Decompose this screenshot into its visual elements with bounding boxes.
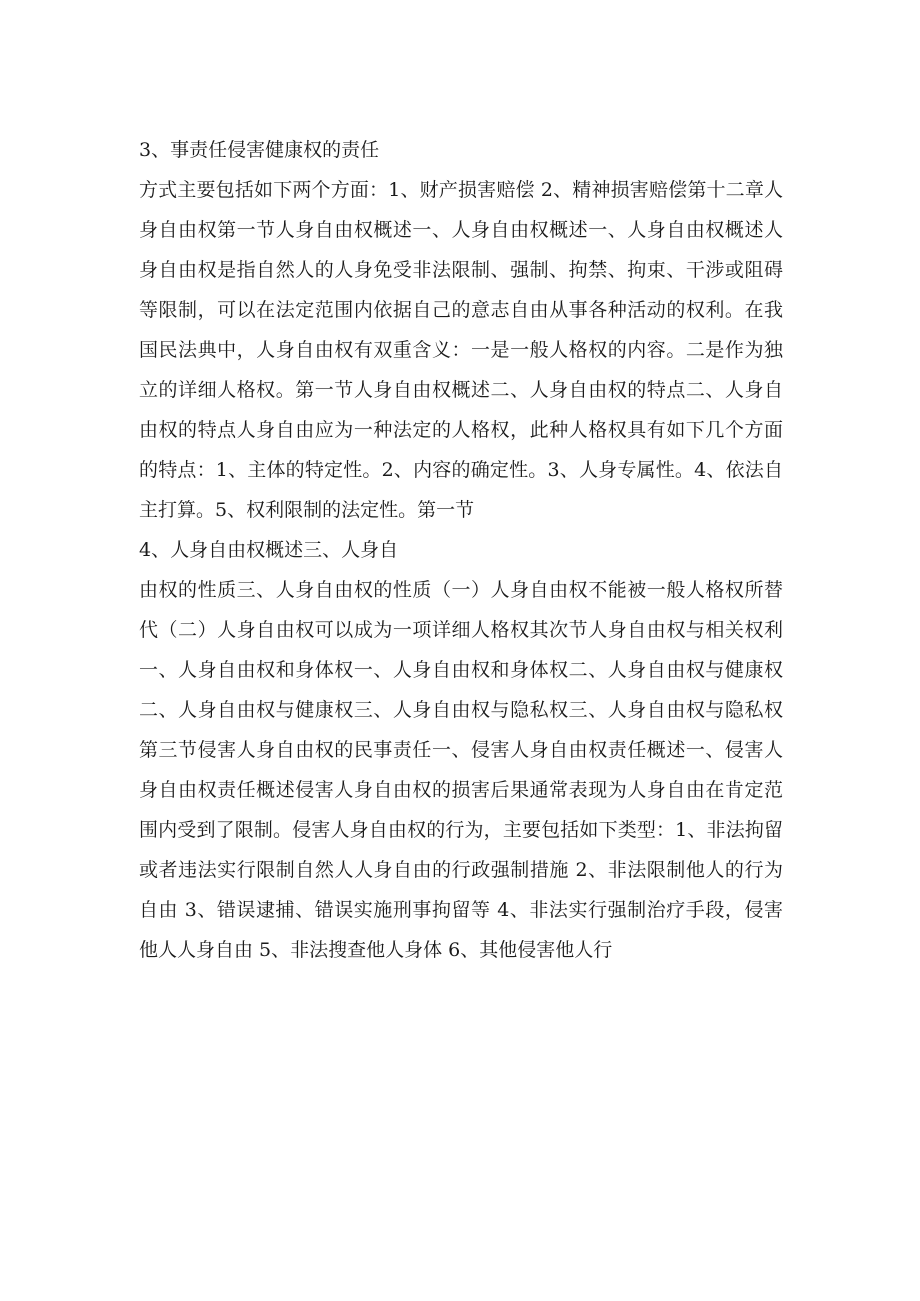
paragraph-1-lead: 3、事责任侵害健康权的责任 [139,139,380,161]
paragraph-2-lead: 4、人身自由权概述三、人身自 [139,539,399,561]
paragraph-1 [139,130,783,530]
document-page [139,130,783,970]
paragraph-2 [139,530,783,970]
paragraph-2-body: 由权的性质三、人身自由权的性质（一）人身自由权不能被一般人格权所替代（二）人身自由权可以成为一项详细人格权其次节人身自由权与相关权利一、人身自由权和身体权一、人身自由权和身体权二、人身自由权与健康权二、人身自由权与健康权三、人身自由权与隐私权三、人身自由权与隐私权第三节侵害人身自由权的民事责任一、侵害人身自由权责任概述一、侵害人身自由权责任概述侵害人身自由权的损害后果通常表现为人身自由在肯定范围内受到了限制。侵害人身自由权的行为，主要包括如下类型：1、非法拘留或者违法实行限制自然人人身自由的行政强制措施 2、非法限制他人的行为自由 3、错误逮捕、错误实施刑事拘留等 4、非法实行强制治疗手段，侵害他人人身自由 5、非法搜查他人身体 6、其他侵害他人行 [139,579,783,961]
paragraph-1-body: 方式主要包括如下两个方面：1、财产损害赔偿 2、精神损害赔偿第十二章人身自由权第一节人身自由权概述一、人身自由权概述一、人身自由权概述人身自由权是指自然人的人身免受非法限制、强制、拘禁、拘束、干涉或阻碍等限制，可以在法定范围内依据自己的意志自由从事各种活动的权利。在我国民法典中，人身自由权有双重含义：一是一般人格权的内容。二是作为独立的详细人格权。第一节人身自由权概述二、人身自由权的特点二、人身自由权的特点人身自由应为一种法定的人格权，此种人格权具有如下几个方面的特点：1、主体的特定性。2、内容的确定性。3、人身专属性。4、依法自主打算。5、权利限制的法定性。第一节 [139,179,783,521]
